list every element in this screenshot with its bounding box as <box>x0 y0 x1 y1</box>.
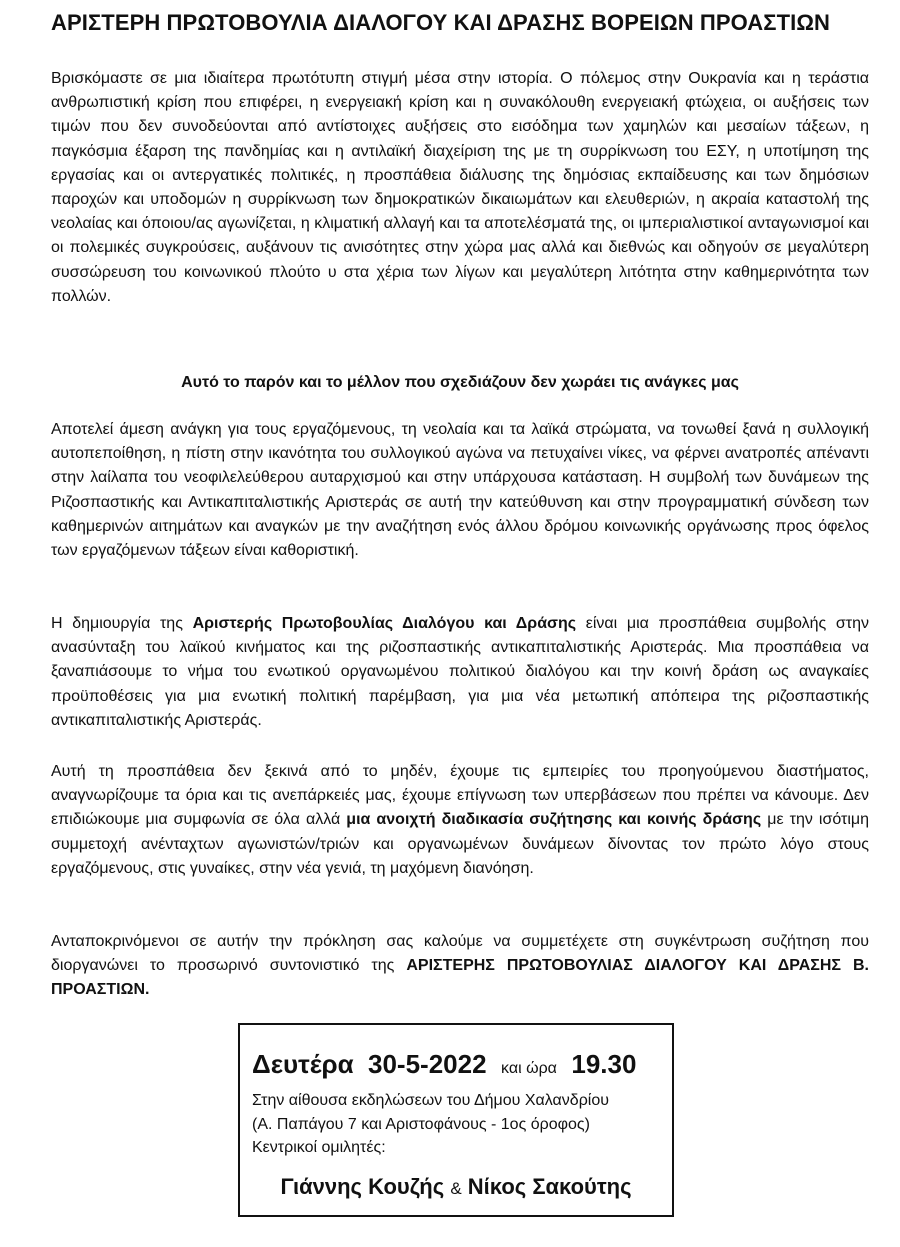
event-time: 19.30 <box>571 1049 637 1079</box>
section-subheading: Αυτό το παρόν και το μέλλον που σχεδιάζουν δεν χωράει τις ανάγκες μας <box>181 374 739 391</box>
process-bold: μια ανοιχτή διαδικασία συζήτησης και κοινής δράσης <box>346 811 762 829</box>
initiative-paragraph <box>51 612 869 733</box>
speakers <box>240 1173 672 1203</box>
document-title: ΑΡΙΣΤΕΡΗ ΠΡΩΤΟΒΟΥΛΙΑ ΔΙΑΛΟΓΟΥ ΚΑΙ ΔΡΑΣΗΣ ΒΟΡΕΙΩΝ ΠΡΟΑΣΤΙΩΝ <box>51 10 831 35</box>
need-paragraph: Αποτελεί άμεση ανάγκη για τους εργαζόμενους, τη νεολαία και τα λαϊκά στρώματα, να τονωθεί ξανά η συλλογική αυτοπεποίθηση, η πίστη στην ικανότητα του συλλογικού αγώνα να πετυχαίνει νίκες, να φέρνει ανατροπές απέναντι στην λαίλαπα του νεοφιλελεύθερου αυταρχισμού και στην υπάρχουσα κατάσταση. Η συμβολή των δυνάμεων της Ριζοσπαστικής και Αντικαπιταλιστικής Αριστεράς σε αυτή την κατεύθυνση και στην προγραμματική σύνδεση των καθημερινών αιτημάτων και αναγκών με την αναζήτηση ενός άλλου δρόμου κοινωνικής οργάνωσης προς όφελος των εργαζόμενων τάξεων είναι καθοριστική. <box>51 421 869 560</box>
event-address: (Α. Παπάγου 7 και Αριστοφάνους - 1ος όροφος) <box>252 1115 590 1133</box>
organizer-name-bold: ΑΡΙΣΤΕΡΗΣ ΠΡΩΤΟΒΟΥΛΙΑΣ ΔΙΑΛΟΓΟΥ ΚΑΙ ΔΡΑΣΗΣ Β. ΠΡΟΑΣΤΙΩΝ. <box>51 957 870 999</box>
speaker-1: Γιάννης Κουζής <box>280 1174 445 1199</box>
invitation-paragraph <box>51 930 869 1003</box>
speakers-label: Κεντρικοί ομιλητές: <box>252 1139 386 1156</box>
event-venue: Στην αίθουσα εκδηλώσεων του Δήμου Χαλανδρίου <box>252 1092 609 1109</box>
initiative-text-end: είναι μια προσπάθεια συμβολής στην ανασύνταξη του λαϊκού κινήματος και της ριζοσπαστικής αντικαπιταλιστικής Αριστεράς. Μια προσπάθεια να ξαναπιάσουμε το νήμα του ενωτικού οργανωμένου πολιτικού διαλόγου και την κοινή δράση ως αναγκαίες προϋποθέσεις για μια ενωτική πολιτική παρέμβαση, για μια νέα μετωπική απόπειρα της ριζοσπαστικής αντικαπιταλιστικής Αριστεράς. <box>51 615 869 729</box>
process-text-end: με την ισότιμη συμμετοχή ανένταχτων αγωνιστών/τριών και οργανωμένων δυνάμεων δίνοντας τον πρώτο λόγο στους εργαζόμενους, στις γυναίκες, στην νέα γενιά, τη μαχόμενη διανόηση. <box>51 811 870 877</box>
speaker-2: Νίκος Σακούτης <box>467 1174 632 1199</box>
event-info <box>252 1089 662 1160</box>
initiative-text-start: Η δημιουργία της <box>51 615 193 632</box>
process-text-start: Αυτή τη προσπάθεια δεν ξεκινά από το μηδέν, έχουμε τις εμπειρίες του προηγούμενου διαστήματος, αναγνωρίζουμε τα όρια και τις ανεπάρκειές μας, έχουμε επίγνωση των υπερβάσεων που πρέπει να κάνουμε. Δεν επιδιώκουμε μια συμφωνία σε όλα αλλά <box>51 763 869 829</box>
event-datetime <box>252 1049 672 1084</box>
event-box <box>238 1023 674 1217</box>
initiative-name-bold: Αριστερής Πρωτοβουλίας Διαλόγου και Δράσης <box>192 615 577 632</box>
event-date: 30-5-2022 <box>368 1049 487 1079</box>
process-paragraph <box>51 760 869 881</box>
speakers-ampersand: & <box>450 1179 462 1198</box>
intro-paragraph: Βρισκόμαστε σε μια ιδιαίτερα πρωτότυπη στιγμή μέσα στην ιστορία. Ο πόλεμος στην Ουκρανία και η τεράστια ανθρωπιστική κρίση που επιφέρει, η ενεργειακή κρίση και η συνακόλουθη ενεργειακή φτώχεια, οι αυξήσεις των τιμών που δεν συνοδεύονται από αντίστοιχες αυξήσεις στο εισόδημα των χαμηλών και μεσαίων τάξεων, η παγκόσμια έξαρση της πανδημίας και η αντιλαϊκή διαχείριση της με τη συρρίκνωση του ΕΣΥ, η υποτίμηση της εργασίας και οι αντεργατικές πολιτικές, η προσπάθεια διάλυσης της δημόσιας εκπαίδευσης και των δημόσιων παροχών και υποδομών η συρρίκνωση των δημοκρατικών δικαιωμάτων και ελευθεριών, η ακραία καταστολή της νεολαίας και όποιου/ας αγωνίζεται, η κλιματική αλλαγή και τα αποτελέσματά της, οι ιμπεριαλιστικοί ανταγωνισμοί και οι πολεμικές συγκρούσεις, αυξάνουν τις ανισότητες στην χώρα μας αλλά και διεθνώς και οδηγούν σε μεγαλύτερη συσσώρευση του κοινωνικού πλούτο υ στα χέρια των λίγων και μεγαλύτερη λιτότητα στην καθημερινότητα των πολλών. <box>51 70 869 305</box>
event-time-label: και ώρα <box>501 1060 557 1077</box>
invitation-text: Ανταποκρινόμενοι σε αυτήν την πρόκληση σας καλούμε να συμμετέχετε στη συγκέντρωση συζήτηση που διοργανώνει το προσωρινό συντονιστικό της <box>51 933 869 975</box>
event-day: Δευτέρα <box>252 1049 354 1079</box>
